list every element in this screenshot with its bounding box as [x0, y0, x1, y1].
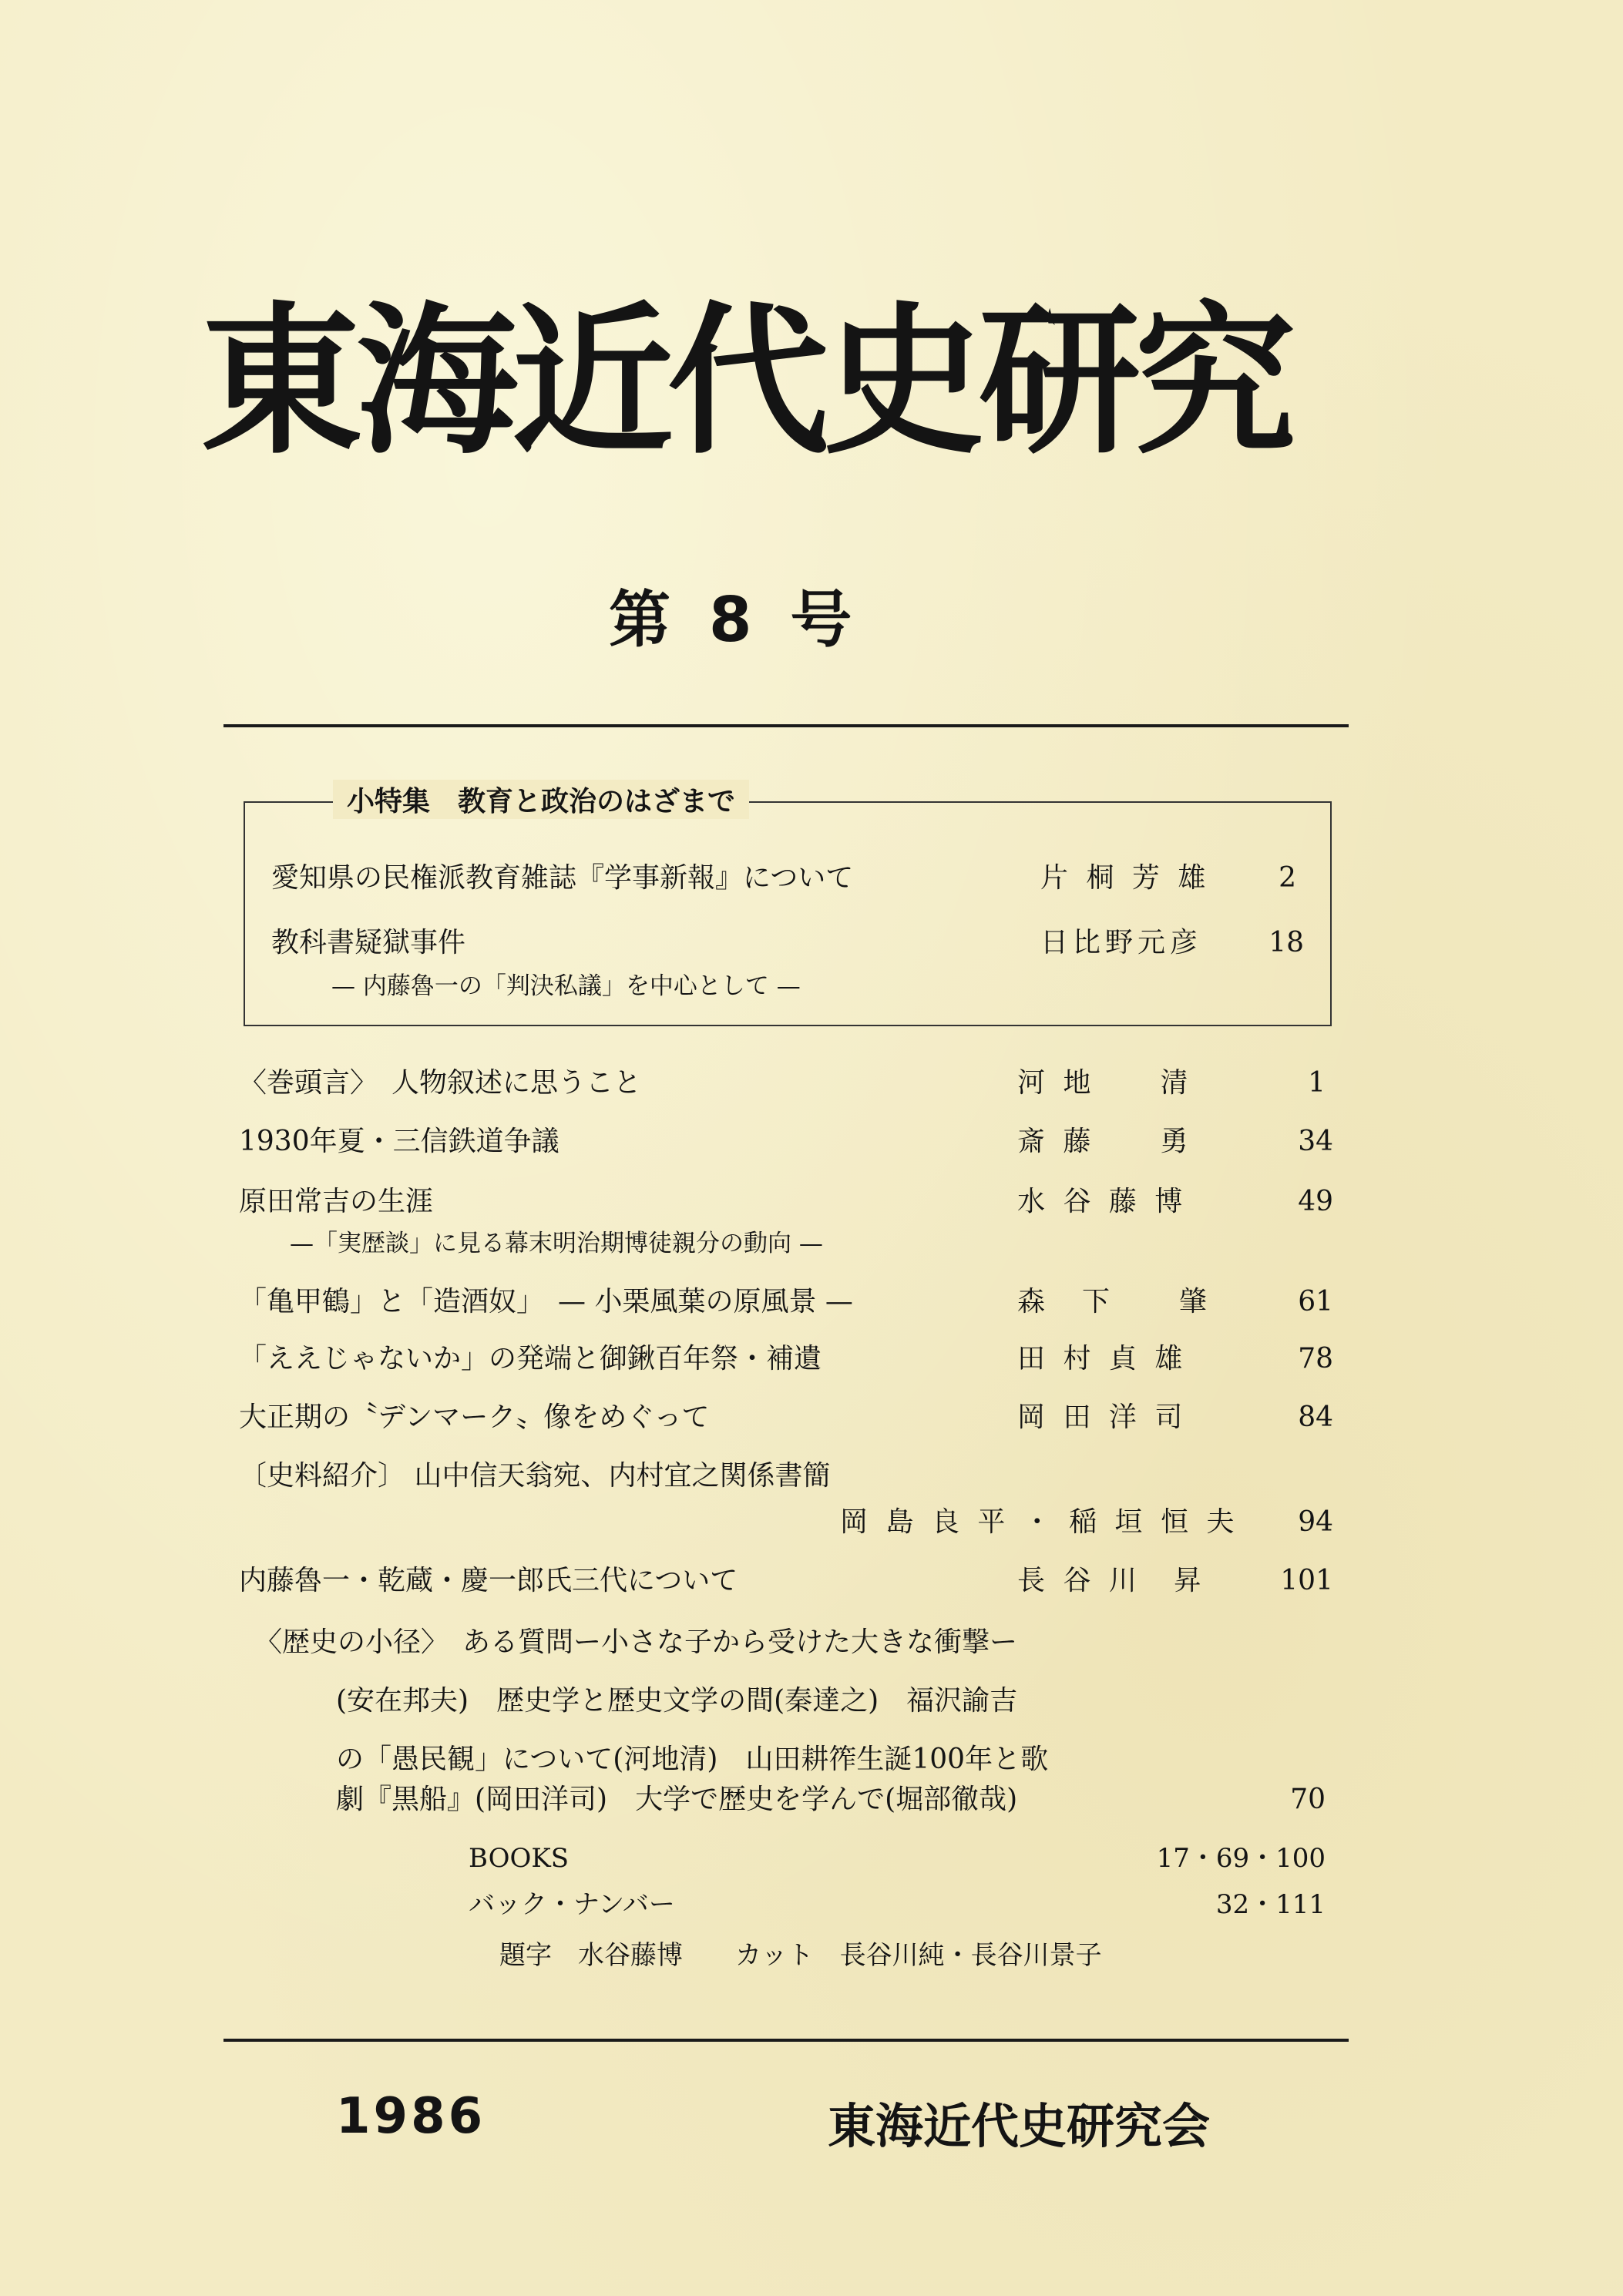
- contents-page: 78: [1298, 1343, 1333, 1375]
- special-item-author: 日比野元彦: [1040, 927, 1203, 958]
- backnumber-pages: 32・111: [1215, 1889, 1326, 1920]
- contents-title: 「亀甲鶴」と「造酒奴」 — 小栗風葉の原風景 —: [239, 1286, 853, 1318]
- contents-title: 内藤魯一・乾蔵・慶一郎氏三代について: [239, 1565, 738, 1596]
- contents-author: 森 下 肇: [1017, 1286, 1212, 1318]
- special-item-subtitle: — 内藤魯一の「判決私議」を中心として —: [331, 972, 801, 1000]
- contents-page: 84: [1298, 1401, 1333, 1433]
- contents-author: 河 地 清: [1017, 1067, 1193, 1099]
- books-pages: 17・69・100: [1156, 1843, 1326, 1874]
- contents-author: 岡 島 良 平 ・ 稲 垣 恒 夫: [840, 1506, 1239, 1538]
- essay-line: (安在邦夫) 歴史学と歴史文学の間(秦達之) 福沢諭吉: [336, 1685, 1018, 1717]
- essay-page: 70: [1290, 1784, 1326, 1815]
- top-rule: [223, 724, 1349, 727]
- contents-author: 斎 藤 勇: [1017, 1126, 1193, 1157]
- contents-title: 1930年夏・三信鉄道争議: [239, 1126, 559, 1157]
- contents-title: 〔史料紹介〕 山中信天翁宛、内村宜之関係書簡: [239, 1460, 831, 1492]
- special-item-page: 18: [1268, 927, 1304, 958]
- contents-author: 水 谷 藤 博: [1017, 1186, 1188, 1217]
- contents-author: 長 谷 川 昇: [1017, 1565, 1206, 1596]
- issue-number: 第 8 号: [609, 584, 852, 656]
- special-item-page: 2: [1279, 862, 1296, 894]
- backnumber-label: バック・ナンバー: [469, 1889, 675, 1920]
- contents-page: 49: [1298, 1186, 1333, 1217]
- contents-page: 34: [1298, 1126, 1333, 1157]
- contents-title: 〈巻頭言〉 人物叙述に思うこと: [239, 1067, 642, 1099]
- contents-page: 1: [1308, 1067, 1326, 1099]
- essay-line: 〈歴史の小径〉 ある質問ー小さな子から受けた大きな衝撃ー: [254, 1626, 1018, 1658]
- contents-author: 岡 田 洋 司: [1017, 1401, 1188, 1433]
- bottom-rule: [223, 2039, 1349, 2042]
- contents-title: 「ええじゃないか」の発端と御鍬百年祭・補遺: [239, 1343, 822, 1375]
- special-item-title: 教科書疑獄事件: [271, 927, 466, 958]
- special-item-author: 片 桐 芳 雄: [1040, 862, 1211, 894]
- contents-author: 田 村 貞 雄: [1017, 1343, 1188, 1375]
- contents-title: 原田常吉の生涯: [239, 1186, 434, 1217]
- credits: 題字 水谷藤博 カット 長谷川純・長谷川景子: [499, 1940, 1102, 1971]
- publication-year: 1986: [336, 2088, 486, 2145]
- books-label: BOOKS: [469, 1843, 570, 1874]
- essay-line: 劇『黒船』(岡田洋司) 大学で歴史を学んで(堀部徹哉): [336, 1784, 1018, 1815]
- contents-page: 61: [1298, 1286, 1333, 1318]
- journal-title: 東海近代史研究: [200, 286, 1291, 476]
- essay-line: の「愚民観」について(河地清) 山田耕筰生誕100年と歌: [336, 1744, 1049, 1775]
- publisher-name: 東海近代史研究会: [828, 2098, 1211, 2154]
- special-feature-heading: 小特集 教育と政治のはざまで: [333, 780, 749, 819]
- contents-page: 101: [1280, 1565, 1333, 1596]
- contents-page: 94: [1298, 1506, 1333, 1538]
- contents-title: 大正期の〝デンマーク〟像をめぐって: [239, 1401, 710, 1433]
- special-item-title: 愛知県の民権派教育雑誌『学事新報』について: [271, 862, 854, 894]
- contents-subtitle: —「実歴談」に見る幕末明治期博徒親分の動向 —: [290, 1230, 823, 1257]
